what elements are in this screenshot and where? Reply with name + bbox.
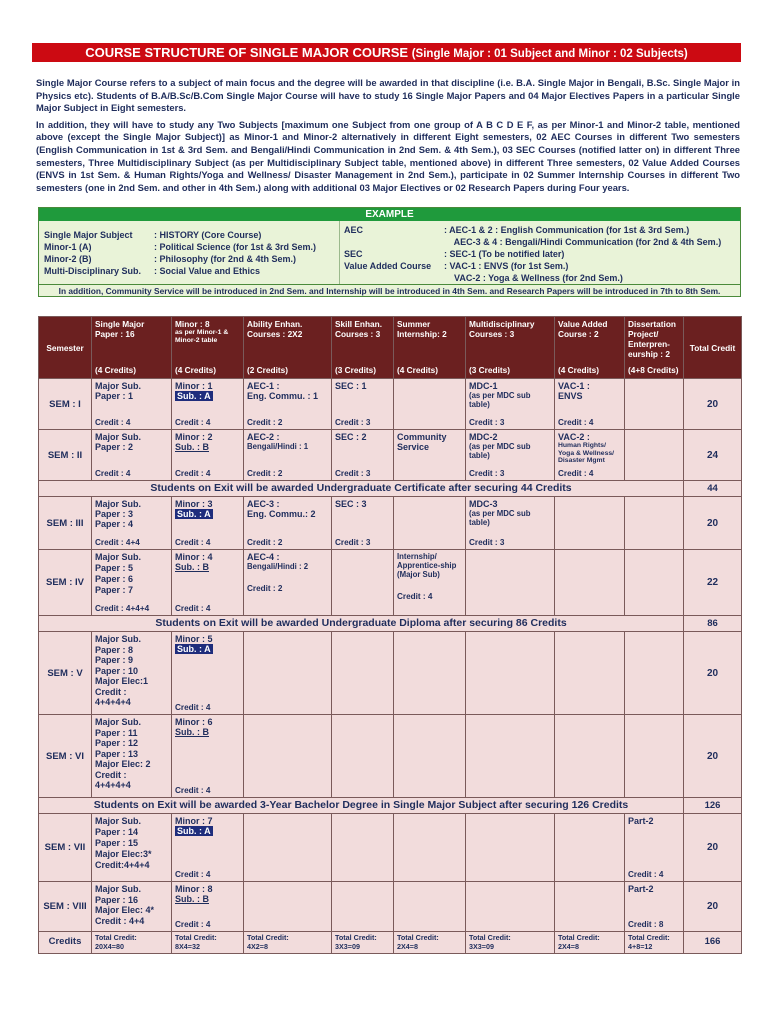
mdc-cell: MDC-2 (as per MDC sub table) Credit : 3 xyxy=(466,430,555,481)
total-cell: 22 xyxy=(684,550,742,616)
vac-cell: VAC-1 : ENVS Credit : 4 xyxy=(555,379,625,430)
aec-cell xyxy=(244,632,332,715)
example-left xyxy=(44,229,334,277)
col-header-dissertation: Dissertation Project/ Enterpren-eurship : 2 (4+8 Credits) xyxy=(625,317,684,379)
exit-band-degree xyxy=(39,798,742,814)
example-row: VAC-2 : Yoga & Wellness (for 2nd Sem.) xyxy=(444,273,623,283)
semester-cell: SEM : IV xyxy=(39,550,92,616)
table-row-sem-8 xyxy=(39,882,742,932)
divider xyxy=(339,221,340,284)
title-main: COURSE STRUCTURE OF SINGLE MAJOR COURSE xyxy=(85,45,409,60)
vac-cell xyxy=(555,550,625,616)
col-header-sec: Skill Enhan. Courses : 3 (3 Credits) xyxy=(332,317,394,379)
total-cell: 20 xyxy=(684,632,742,715)
vac-cell xyxy=(555,882,625,932)
total-cell: 20 xyxy=(684,814,742,882)
sec-cell: SEC : 3 Credit : 3 xyxy=(332,497,394,550)
exit-text: Students on Exit will be awarded Undergraduate Diploma after securing 86 Credits xyxy=(39,616,684,632)
total-cell: 86 xyxy=(684,616,742,632)
minor-cell: Minor : 2 Sub. : B Credit : 4 xyxy=(172,430,244,481)
minor-cell: Minor : 5 Sub. : A Credit : 4 xyxy=(172,632,244,715)
sec-cell xyxy=(332,632,394,715)
table-row-sem-2 xyxy=(39,430,742,481)
sec-cell xyxy=(332,550,394,616)
minor-cell: Minor : 4 Sub. : B Credit : 4 xyxy=(172,550,244,616)
credits-row xyxy=(39,932,742,954)
sec-cell: SEC : 1 Credit : 3 xyxy=(332,379,394,430)
sec-cell xyxy=(332,715,394,798)
credit-total-cell: Total Credit: 2X4=8 xyxy=(394,932,466,954)
dissertation-cell xyxy=(625,379,684,430)
example-footer: In addition, Community Service will be introduced in 2nd Sem. and Internship will be introduced in 4th Sem. and Research Papers will be introduced in 7th to 8th Sem. xyxy=(39,284,740,296)
example-row: AEC : AEC-1 & 2 : English Communication (for 1st & 3rd Sem.) xyxy=(344,225,690,235)
semester-cell: SEM : VI xyxy=(39,715,92,798)
col-header-mdc: Multidisciplinary Courses : 3 (3 Credits) xyxy=(466,317,555,379)
dissertation-cell xyxy=(625,550,684,616)
exit-band-certificate xyxy=(39,481,742,497)
table-row-sem-5 xyxy=(39,632,742,715)
intro-paragraph-1: Single Major Course refers to a subject of main focus and the degree will be awarded in that discipline (i.e. B.A. Single Major in Bengali, B.Sc. Single Major in Physics etc). Students of B.A/B.Sc/B.Com Single Major Course will have to study 16 Single Major Papers and 04 Major Electives Papers in a particular Single Major Subject in Eight semesters. xyxy=(36,77,740,114)
credit-total-cell: Total Credit: 20X4=80 xyxy=(92,932,172,954)
table-header-row xyxy=(39,317,742,379)
major-cell: Major Sub. Paper : 2 Credit : 4 xyxy=(92,430,172,481)
major-cell: Major Sub. Paper : 14 Paper : 15 Major Elec:3* Credit:4+4+4 xyxy=(92,814,172,882)
minor-cell: Minor : 6 Sub. : B Credit : 4 xyxy=(172,715,244,798)
mdc-cell xyxy=(466,814,555,882)
title-sub: (Single Major : 01 Subject and Minor : 02 Subjects) xyxy=(411,48,688,60)
example-row: Single Major Subject : HISTORY (Core Course) xyxy=(44,230,262,240)
example-row: Value Added Course : VAC-1 : ENVS (for 1st Sem.) xyxy=(344,261,569,271)
exit-text: Students on Exit will be awarded Undergraduate Certificate after securing 44 Credits xyxy=(39,481,684,497)
mdc-cell: MDC-1 (as per MDC sub table) Credit : 3 xyxy=(466,379,555,430)
credit-total-cell: Total Credit: 3X3=09 xyxy=(332,932,394,954)
dissertation-cell xyxy=(625,632,684,715)
grand-total-cell: 166 xyxy=(684,932,742,954)
vac-cell xyxy=(555,632,625,715)
example-right xyxy=(344,224,739,284)
col-header-total: Total Credit xyxy=(684,317,742,379)
semester-cell: SEM : VIII xyxy=(39,882,92,932)
semester-cell: SEM : II xyxy=(39,430,92,481)
dissertation-cell: Part-2 Credit : 8 xyxy=(625,882,684,932)
total-cell: 20 xyxy=(684,497,742,550)
mdc-cell xyxy=(466,882,555,932)
example-row: Multi-Disciplinary Sub. : Social Value and Ethics xyxy=(44,266,261,276)
table-row-sem-3 xyxy=(39,497,742,550)
intro-text xyxy=(36,77,740,198)
credit-total-cell: Total Credit: 2X4=8 xyxy=(555,932,625,954)
example-row: Minor-1 (A) : Political Science (for 1st & 3rd Sem.) xyxy=(44,242,317,252)
mdc-cell: MDC-3 (as per MDC sub table) Credit : 3 xyxy=(466,497,555,550)
semester-cell: SEM : VII xyxy=(39,814,92,882)
mdc-cell xyxy=(466,715,555,798)
dissertation-cell xyxy=(625,430,684,481)
minor-cell: Minor : 1 Sub. : A Credit : 4 xyxy=(172,379,244,430)
minor-cell: Minor : 3 Sub. : A Credit : 4 xyxy=(172,497,244,550)
table-row-sem-7 xyxy=(39,814,742,882)
credit-total-cell: Total Credit: 3X3=09 xyxy=(466,932,555,954)
credit-total-cell: Total Credit: 4+8=12 xyxy=(625,932,684,954)
internship-cell: Community Service xyxy=(394,430,466,481)
example-row: Minor-2 (B) : Philosophy (for 2nd & 4th Sem.) xyxy=(44,254,297,264)
major-cell: Major Sub. Paper : 11 Paper : 12 Paper : 13 Major Elec: 2 Credit : 4+4+4+4 xyxy=(92,715,172,798)
total-cell: 24 xyxy=(684,430,742,481)
exit-text: Students on Exit will be awarded 3-Year Bachelor Degree in Single Major Subject after securing 126 Credits xyxy=(39,798,684,814)
total-cell: 20 xyxy=(684,379,742,430)
col-header-internship: Summer Internship: 2 (4 Credits) xyxy=(394,317,466,379)
aec-cell: AEC-2 : Bengali/Hindi : 1 Credit : 2 xyxy=(244,430,332,481)
aec-cell: AEC-3 : Eng. Commu.: 2 Credit : 2 xyxy=(244,497,332,550)
credit-total-cell: Total Credit: 8X4=32 xyxy=(172,932,244,954)
example-row: AEC-3 & 4 : Bengali/Hindi Communication (for 2nd & 4th Sem.) xyxy=(444,237,722,247)
example-box xyxy=(38,207,741,297)
semester-cell: SEM : III xyxy=(39,497,92,550)
vac-cell: VAC-2 : Human Rights/ Yoga & Wellness/ Disaster Mgmt Credit : 4 xyxy=(555,430,625,481)
page-title xyxy=(32,43,741,62)
course-structure-table xyxy=(38,316,742,954)
table-row-sem-6 xyxy=(39,715,742,798)
aec-cell: AEC-1 : Eng. Commu. : 1 Credit : 2 xyxy=(244,379,332,430)
internship-cell xyxy=(394,632,466,715)
col-header-minor: Minor : 8 as per Minor-1 & Minor-2 table (4 Credits) xyxy=(172,317,244,379)
example-row: SEC : SEC-1 (To be notified later) xyxy=(344,249,565,259)
dissertation-cell xyxy=(625,497,684,550)
minor-cell: Minor : 8 Sub. : B Credit : 4 xyxy=(172,882,244,932)
example-heading: EXAMPLE xyxy=(39,208,740,221)
aec-cell xyxy=(244,882,332,932)
major-cell: Major Sub. Paper : 5 Paper : 6 Paper : 7 Credit : 4+4+4 xyxy=(92,550,172,616)
intro-paragraph-2: In addition, they will have to study any Two Subjects [maximum one Subject from one group of A B C D E F, as per Minor-1 and Minor-2 table, mentioned above (except the Single Major Subject)] as Minor-1 and Minor-2 alternatively in different Eight semesters, 02 AEC Courses in different Two semesters (English Communication in 1st & 3rd Sem. and Bengali/Hindi Communication in 2nd Sem. & 4th Sem.), 03 SEC Courses (notified latter on) in different Three semesters, Three Multidisciplinary Subject (as per Multidisciplinary Subject table, mentioned above) in different Three semesters, 02 Value Added Courses (ENVS in 1st Sem. & Human Rights/Yoga and Wellness/ Disaster Management in 2nd Sem.), participate in 02 Summer Internship Courses in different Two semesters (one in 2nd Sem. and other in 4th Sem.) along with additional 03 Major Electives or 02 Research Papers during Four years. xyxy=(36,118,740,193)
total-cell: 44 xyxy=(684,481,742,497)
col-header-aec: Ability Enhan. Courses : 2X2 (2 Credits) xyxy=(244,317,332,379)
internship-cell: Internship/ Apprentice-ship (Major Sub) Credit : 4 xyxy=(394,550,466,616)
dissertation-cell: Part-2 Credit : 4 xyxy=(625,814,684,882)
col-header-major: Single Major Paper : 16 (4 Credits) xyxy=(92,317,172,379)
exit-band-diploma xyxy=(39,616,742,632)
col-header-vac: Value Added Course : 2 (4 Credits) xyxy=(555,317,625,379)
internship-cell xyxy=(394,497,466,550)
aec-cell xyxy=(244,814,332,882)
internship-cell xyxy=(394,715,466,798)
vac-cell xyxy=(555,814,625,882)
semester-cell: SEM : I xyxy=(39,379,92,430)
internship-cell xyxy=(394,882,466,932)
aec-cell: AEC-4 : Bengali/Hindi : 2 Credit : 2 xyxy=(244,550,332,616)
semester-cell: SEM : V xyxy=(39,632,92,715)
internship-cell xyxy=(394,379,466,430)
sec-cell xyxy=(332,814,394,882)
table-row-sem-4 xyxy=(39,550,742,616)
dissertation-cell xyxy=(625,715,684,798)
col-header-semester: Semester xyxy=(39,317,92,379)
vac-cell xyxy=(555,497,625,550)
major-cell: Major Sub. Paper : 16 Major Elec: 4* Credit : 4+4 xyxy=(92,882,172,932)
sec-cell xyxy=(332,882,394,932)
vac-cell xyxy=(555,715,625,798)
major-cell: Major Sub. Paper : 3 Paper : 4 Credit : 4+4 xyxy=(92,497,172,550)
sec-cell: SEC : 2 Credit : 3 xyxy=(332,430,394,481)
internship-cell xyxy=(394,814,466,882)
major-cell: Major Sub. Paper : 8 Paper : 9 Paper : 10 Major Elec:1 Credit : 4+4+4+4 xyxy=(92,632,172,715)
credits-label: Credits xyxy=(39,932,92,954)
major-cell: Major Sub. Paper : 1 Credit : 4 xyxy=(92,379,172,430)
total-cell: 126 xyxy=(684,798,742,814)
table-row-sem-1 xyxy=(39,379,742,430)
total-cell: 20 xyxy=(684,882,742,932)
aec-cell xyxy=(244,715,332,798)
mdc-cell xyxy=(466,632,555,715)
credit-total-cell: Total Credit: 4X2=8 xyxy=(244,932,332,954)
total-cell: 20 xyxy=(684,715,742,798)
minor-cell: Minor : 7 Sub. : A Credit : 4 xyxy=(172,814,244,882)
mdc-cell xyxy=(466,550,555,616)
